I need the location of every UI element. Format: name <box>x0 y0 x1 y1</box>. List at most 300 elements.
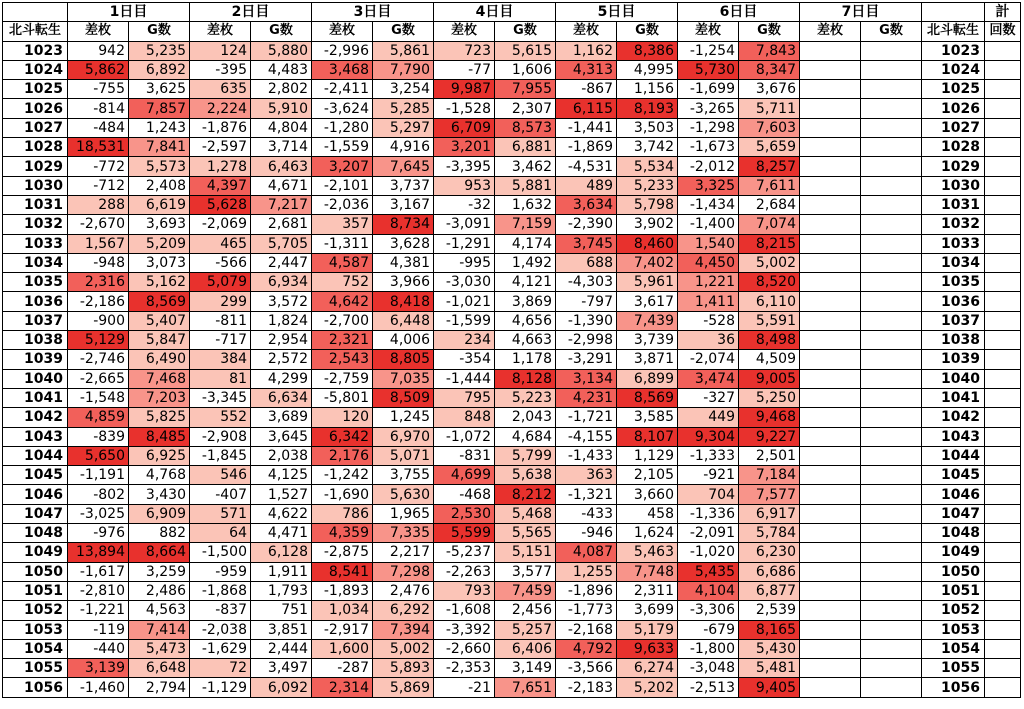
diff-value-cell: -1,460 <box>68 678 129 697</box>
machine-number-cell-right: 1032 <box>922 215 985 234</box>
diff-value-cell: -1,673 <box>678 138 739 157</box>
games-value-cell: 5,463 <box>617 543 678 562</box>
games-value-cell: 8,418 <box>373 292 434 311</box>
games-value-cell: 8,569 <box>617 388 678 407</box>
table-row <box>3 157 1021 176</box>
count-cell <box>985 659 1021 678</box>
diff-value-cell: -900 <box>68 311 129 330</box>
games-value-cell: 1,243 <box>129 118 190 137</box>
games-value-cell: 882 <box>129 524 190 543</box>
diff-value-cell: 3,745 <box>556 234 617 253</box>
games-value-cell <box>861 639 922 658</box>
games-value-cell: 3,660 <box>617 485 678 504</box>
diff-value-cell: -1,434 <box>678 195 739 214</box>
diff-value-cell <box>800 118 861 137</box>
diff-value-cell: -1,221 <box>68 601 129 620</box>
machine-number-cell: 1055 <box>3 659 68 678</box>
games-value-cell <box>861 138 922 157</box>
machine-column-header: 北斗転生 <box>3 22 68 41</box>
games-value-cell: 6,406 <box>495 639 556 658</box>
games-value-cell: 6,881 <box>495 138 556 157</box>
diff-value-cell: 357 <box>312 215 373 234</box>
diff-value-cell: -3,566 <box>556 659 617 678</box>
diff-value-cell <box>800 253 861 272</box>
games-value-cell: 3,503 <box>617 118 678 137</box>
count-cell <box>985 80 1021 99</box>
count-cell <box>985 427 1021 446</box>
count-cell <box>985 118 1021 137</box>
diff-value-cell: 5,862 <box>68 60 129 79</box>
diff-value-cell: -2,875 <box>312 543 373 562</box>
diff-value-cell: -2,660 <box>434 639 495 658</box>
diff-column-header: 差枚 <box>434 22 495 41</box>
games-value-cell: 5,534 <box>617 157 678 176</box>
diff-value-cell: -3,091 <box>434 215 495 234</box>
diff-value-cell: -1,690 <box>312 485 373 504</box>
diff-value-cell: -1,548 <box>68 388 129 407</box>
games-value-cell: 2,684 <box>739 195 800 214</box>
diff-value-cell: -5,237 <box>434 543 495 562</box>
games-value-cell: 3,167 <box>373 195 434 214</box>
corner-cell <box>3 3 68 22</box>
games-value-cell: 6,092 <box>251 678 312 697</box>
diff-value-cell: -772 <box>68 157 129 176</box>
diff-value-cell: -433 <box>556 504 617 523</box>
diff-value-cell: 2,314 <box>312 678 373 697</box>
games-value-cell <box>861 350 922 369</box>
machine-number-cell-right: 1041 <box>922 388 985 407</box>
count-cell <box>985 99 1021 118</box>
diff-value-cell: 9,987 <box>434 80 495 99</box>
diff-value-cell: -528 <box>678 311 739 330</box>
diff-value-cell: -3,345 <box>190 388 251 407</box>
count-cell <box>985 408 1021 427</box>
games-value-cell: 9,227 <box>739 427 800 446</box>
diff-value-cell: 4,792 <box>556 639 617 658</box>
diff-value-cell: -2,263 <box>434 562 495 581</box>
games-value-cell <box>861 331 922 350</box>
diff-value-cell: -2,186 <box>68 292 129 311</box>
games-value-cell: 1,129 <box>617 446 678 465</box>
machine-number-cell: 1023 <box>3 41 68 60</box>
diff-value-cell: -1,280 <box>312 118 373 137</box>
games-value-cell: 4,483 <box>251 60 312 79</box>
games-value-cell: 3,572 <box>251 292 312 311</box>
count-cell <box>985 350 1021 369</box>
diff-value-cell: 363 <box>556 466 617 485</box>
diff-value-cell: -2,036 <box>312 195 373 214</box>
diff-value-cell: -354 <box>434 350 495 369</box>
diff-value-cell: -468 <box>434 485 495 504</box>
machine-number-cell-right: 1043 <box>922 427 985 446</box>
diff-value-cell: -1,896 <box>556 581 617 600</box>
diff-value-cell: 2,224 <box>190 99 251 118</box>
games-value-cell: 8,212 <box>495 485 556 504</box>
games-value-cell: 2,311 <box>617 581 678 600</box>
games-value-cell: 6,490 <box>129 350 190 369</box>
games-value-cell: 1,606 <box>495 60 556 79</box>
machine-number-cell-right: 1050 <box>922 562 985 581</box>
games-value-cell <box>861 408 922 427</box>
table-row <box>3 562 1021 581</box>
diff-value-cell <box>800 292 861 311</box>
diff-value-cell: -3,265 <box>678 99 739 118</box>
games-value-cell <box>861 60 922 79</box>
games-value-cell: 1,793 <box>251 581 312 600</box>
diff-value-cell: -1,528 <box>434 99 495 118</box>
diff-value-cell: 953 <box>434 176 495 195</box>
diff-value-cell: -1,390 <box>556 311 617 330</box>
table-row <box>3 601 1021 620</box>
count-cell <box>985 543 1021 562</box>
diff-value-cell: -1,500 <box>190 543 251 562</box>
diff-value-cell: -839 <box>68 427 129 446</box>
diff-value-cell: -1,298 <box>678 118 739 137</box>
diff-value-cell: 384 <box>190 350 251 369</box>
machine-number-cell-right: 1028 <box>922 138 985 157</box>
table-row <box>3 350 1021 369</box>
table-row <box>3 466 1021 485</box>
machine-number-cell: 1027 <box>3 118 68 137</box>
diff-value-cell: -287 <box>312 659 373 678</box>
diff-value-cell <box>800 311 861 330</box>
diff-value-cell: -5,801 <box>312 388 373 407</box>
diff-value-cell: 795 <box>434 388 495 407</box>
games-value-cell: 4,671 <box>251 176 312 195</box>
games-value-cell: 8,460 <box>617 234 678 253</box>
games-value-cell: 8,509 <box>373 388 434 407</box>
machine-number-cell-right: 1052 <box>922 601 985 620</box>
diff-value-cell: 5,435 <box>678 562 739 581</box>
games-value-cell: 5,209 <box>129 234 190 253</box>
diff-value-cell: -811 <box>190 311 251 330</box>
games-value-cell: 8,257 <box>739 157 800 176</box>
games-value-cell <box>861 118 922 137</box>
games-value-cell: 5,961 <box>617 273 678 292</box>
games-value-cell: 7,611 <box>739 176 800 195</box>
diff-value-cell: -1,699 <box>678 80 739 99</box>
diff-value-cell: 793 <box>434 581 495 600</box>
diff-value-cell: -1,336 <box>678 504 739 523</box>
diff-value-cell: -1,020 <box>678 543 739 562</box>
machine-number-cell-right: 1023 <box>922 41 985 60</box>
games-value-cell: 2,501 <box>739 446 800 465</box>
games-value-cell: 7,577 <box>739 485 800 504</box>
games-value-cell: 2,307 <box>495 99 556 118</box>
machine-number-cell-right: 1056 <box>922 678 985 697</box>
games-value-cell: 6,292 <box>373 601 434 620</box>
games-value-cell: 5,257 <box>495 620 556 639</box>
games-value-cell: 4,563 <box>129 601 190 620</box>
diff-value-cell <box>800 350 861 369</box>
diff-value-cell: 120 <box>312 408 373 427</box>
diff-value-cell: 6,709 <box>434 118 495 137</box>
machine-number-cell: 1051 <box>3 581 68 600</box>
games-value-cell: 4,006 <box>373 331 434 350</box>
games-value-cell: 9,633 <box>617 639 678 658</box>
games-value-cell: 5,825 <box>129 408 190 427</box>
count-cell <box>985 639 1021 658</box>
games-value-cell: 3,869 <box>495 292 556 311</box>
machine-number-cell: 1043 <box>3 427 68 446</box>
games-value-cell: 1,824 <box>251 311 312 330</box>
diff-value-cell: 5,650 <box>68 446 129 465</box>
diff-value-cell: 3,139 <box>68 659 129 678</box>
diff-value-cell: -1,129 <box>190 678 251 697</box>
diff-value-cell: 64 <box>190 524 251 543</box>
diff-value-cell: -1,773 <box>556 601 617 620</box>
diff-value-cell: 1,221 <box>678 273 739 292</box>
diff-value-cell: -712 <box>68 176 129 195</box>
games-value-cell: 4,916 <box>373 138 434 157</box>
machine-number-cell: 1042 <box>3 408 68 427</box>
games-value-cell: 5,430 <box>739 639 800 658</box>
column-header-row <box>3 22 1021 41</box>
games-value-cell: 6,463 <box>251 157 312 176</box>
diff-value-cell: -1,869 <box>556 138 617 157</box>
games-column-header: G数 <box>373 22 434 41</box>
diff-value-cell: -1,617 <box>68 562 129 581</box>
diff-value-cell: -2,996 <box>312 41 373 60</box>
games-value-cell: 5,910 <box>251 99 312 118</box>
count-cell <box>985 446 1021 465</box>
diff-value-cell: -679 <box>678 620 739 639</box>
diff-value-cell: 72 <box>190 659 251 678</box>
count-cell <box>985 466 1021 485</box>
machine-number-cell-right: 1046 <box>922 485 985 504</box>
table-row <box>3 311 1021 330</box>
count-cell <box>985 620 1021 639</box>
machine-number-cell-right: 1025 <box>922 80 985 99</box>
games-value-cell: 8,498 <box>739 331 800 350</box>
games-value-cell <box>861 659 922 678</box>
games-value-cell <box>861 601 922 620</box>
count-cell <box>985 369 1021 388</box>
games-value-cell: 2,447 <box>251 253 312 272</box>
diff-value-cell: 4,313 <box>556 60 617 79</box>
diff-value-cell: 4,104 <box>678 581 739 600</box>
diff-value-cell: 752 <box>312 273 373 292</box>
games-value-cell <box>861 157 922 176</box>
games-value-cell: 2,043 <box>495 408 556 427</box>
table-row <box>3 369 1021 388</box>
diff-value-cell: -2,917 <box>312 620 373 639</box>
games-value-cell <box>861 234 922 253</box>
diff-value-cell: -395 <box>190 60 251 79</box>
diff-value-cell: 2,316 <box>68 273 129 292</box>
games-value-cell: 3,871 <box>617 350 678 369</box>
games-value-cell: 5,407 <box>129 311 190 330</box>
games-value-cell: 3,737 <box>373 176 434 195</box>
count-cell <box>985 504 1021 523</box>
games-value-cell: 1,156 <box>617 80 678 99</box>
games-value-cell: 2,954 <box>251 331 312 350</box>
diff-value-cell: 4,642 <box>312 292 373 311</box>
games-value-cell: 5,847 <box>129 331 190 350</box>
count-cell <box>985 601 1021 620</box>
games-value-cell: 2,539 <box>739 601 800 620</box>
machine-number-cell: 1028 <box>3 138 68 157</box>
table-row <box>3 215 1021 234</box>
machine-number-cell: 1040 <box>3 369 68 388</box>
games-value-cell: 4,121 <box>495 273 556 292</box>
games-value-cell: 2,444 <box>251 639 312 658</box>
games-value-cell <box>861 195 922 214</box>
diff-value-cell <box>800 524 861 543</box>
machine-number-cell: 1048 <box>3 524 68 543</box>
day-header: 4日目 <box>434 3 556 22</box>
diff-value-cell: -717 <box>190 331 251 350</box>
games-value-cell: 1,911 <box>251 562 312 581</box>
games-value-cell: 8,734 <box>373 215 434 234</box>
machine-number-cell-right: 1026 <box>922 99 985 118</box>
diff-value-cell: -77 <box>434 60 495 79</box>
machine-number-cell: 1038 <box>3 331 68 350</box>
games-value-cell: 2,105 <box>617 466 678 485</box>
diff-value-cell: -1,242 <box>312 466 373 485</box>
games-value-cell: 9,405 <box>739 678 800 697</box>
machine-number-cell: 1053 <box>3 620 68 639</box>
games-value-cell: 6,892 <box>129 60 190 79</box>
games-value-cell: 1,492 <box>495 253 556 272</box>
diff-value-cell: 299 <box>190 292 251 311</box>
day-header: 5日目 <box>556 3 678 22</box>
games-value-cell: 5,285 <box>373 99 434 118</box>
diff-value-cell: 1,255 <box>556 562 617 581</box>
machine-number-cell-right: 1029 <box>922 157 985 176</box>
machine-number-cell: 1047 <box>3 504 68 523</box>
diff-value-cell: -1,433 <box>556 446 617 465</box>
machine-number-cell-right: 1047 <box>922 504 985 523</box>
diff-value-cell: -2,908 <box>190 427 251 446</box>
games-value-cell: 2,456 <box>495 601 556 620</box>
table-row <box>3 292 1021 311</box>
machine-number-cell: 1032 <box>3 215 68 234</box>
diff-value-cell: -2,670 <box>68 215 129 234</box>
games-value-cell: 6,909 <box>129 504 190 523</box>
games-value-cell: 6,899 <box>617 369 678 388</box>
diff-value-cell <box>800 138 861 157</box>
machine-number-cell-right: 1045 <box>922 466 985 485</box>
diff-value-cell: -1,608 <box>434 601 495 620</box>
machine-number-cell-right: 1055 <box>922 659 985 678</box>
games-column-header: G数 <box>495 22 556 41</box>
diff-value-cell: 571 <box>190 504 251 523</box>
diff-value-cell: 3,134 <box>556 369 617 388</box>
diff-value-cell <box>800 427 861 446</box>
machine-number-cell: 1030 <box>3 176 68 195</box>
games-value-cell: 5,630 <box>373 485 434 504</box>
games-value-cell: 2,038 <box>251 446 312 465</box>
diff-value-cell <box>800 388 861 407</box>
games-value-cell: 2,408 <box>129 176 190 195</box>
games-value-cell: 7,748 <box>617 562 678 581</box>
table-row <box>3 524 1021 543</box>
count-cell <box>985 485 1021 504</box>
games-value-cell: 5,711 <box>739 99 800 118</box>
diff-value-cell: -1,321 <box>556 485 617 504</box>
games-value-cell: 6,877 <box>739 581 800 600</box>
games-value-cell: 3,645 <box>251 427 312 446</box>
games-value-cell: 8,347 <box>739 60 800 79</box>
games-value-cell: 4,684 <box>495 427 556 446</box>
games-value-cell <box>861 581 922 600</box>
games-column-header: G数 <box>251 22 312 41</box>
table-row <box>3 620 1021 639</box>
games-value-cell: 8,569 <box>129 292 190 311</box>
diff-value-cell: 3,325 <box>678 176 739 195</box>
diff-value-cell: 4,587 <box>312 253 373 272</box>
machine-number-cell: 1044 <box>3 446 68 465</box>
diff-value-cell: 704 <box>678 485 739 504</box>
games-value-cell: 5,250 <box>739 388 800 407</box>
diff-value-cell: -1,254 <box>678 41 739 60</box>
games-value-cell: 2,572 <box>251 350 312 369</box>
games-value-cell: 8,215 <box>739 234 800 253</box>
machine-number-cell-right: 1037 <box>922 311 985 330</box>
games-value-cell <box>861 292 922 311</box>
machine-number-cell: 1052 <box>3 601 68 620</box>
machine-number-cell-right: 1044 <box>922 446 985 465</box>
games-value-cell: 4,174 <box>495 234 556 253</box>
diff-value-cell <box>800 41 861 60</box>
games-value-cell: 7,857 <box>129 99 190 118</box>
diff-value-cell: -2,038 <box>190 620 251 639</box>
games-value-cell: 3,462 <box>495 157 556 176</box>
games-value-cell: 5,235 <box>129 41 190 60</box>
diff-value-cell: 9,304 <box>678 427 739 446</box>
diff-value-cell: -2,411 <box>312 80 373 99</box>
games-value-cell: 6,970 <box>373 427 434 446</box>
diff-value-cell: -3,392 <box>434 620 495 639</box>
games-value-cell: 9,468 <box>739 408 800 427</box>
machine-number-cell-right: 1053 <box>922 620 985 639</box>
diff-value-cell: 1,034 <box>312 601 373 620</box>
diff-value-cell: 4,359 <box>312 524 373 543</box>
games-value-cell: 5,591 <box>739 311 800 330</box>
games-value-cell: 6,448 <box>373 311 434 330</box>
table-row <box>3 446 1021 465</box>
count-cell <box>985 388 1021 407</box>
machine-number-cell-right: 1030 <box>922 176 985 195</box>
diff-value-cell: -2,597 <box>190 138 251 157</box>
games-value-cell: 8,193 <box>617 99 678 118</box>
count-cell <box>985 562 1021 581</box>
diff-value-cell <box>800 620 861 639</box>
games-value-cell: 3,585 <box>617 408 678 427</box>
games-value-cell: 8,573 <box>495 118 556 137</box>
games-value-cell: 3,699 <box>617 601 678 620</box>
games-value-cell: 3,073 <box>129 253 190 272</box>
games-value-cell <box>861 543 922 562</box>
games-value-cell: 5,705 <box>251 234 312 253</box>
games-value-cell: 6,274 <box>617 659 678 678</box>
table-row <box>3 253 1021 272</box>
diff-value-cell: 4,450 <box>678 253 739 272</box>
games-value-cell: 3,739 <box>617 331 678 350</box>
count-column-header: 回数 <box>985 22 1021 41</box>
games-value-cell: 7,841 <box>129 138 190 157</box>
count-cell <box>985 581 1021 600</box>
diff-value-cell: -3,048 <box>678 659 739 678</box>
games-value-cell: 7,335 <box>373 524 434 543</box>
games-value-cell: 8,485 <box>129 427 190 446</box>
diff-value-cell <box>800 195 861 214</box>
diff-value-cell: 124 <box>190 41 251 60</box>
games-value-cell: 8,386 <box>617 41 678 60</box>
diff-value-cell: 5,730 <box>678 60 739 79</box>
diff-value-cell <box>800 408 861 427</box>
